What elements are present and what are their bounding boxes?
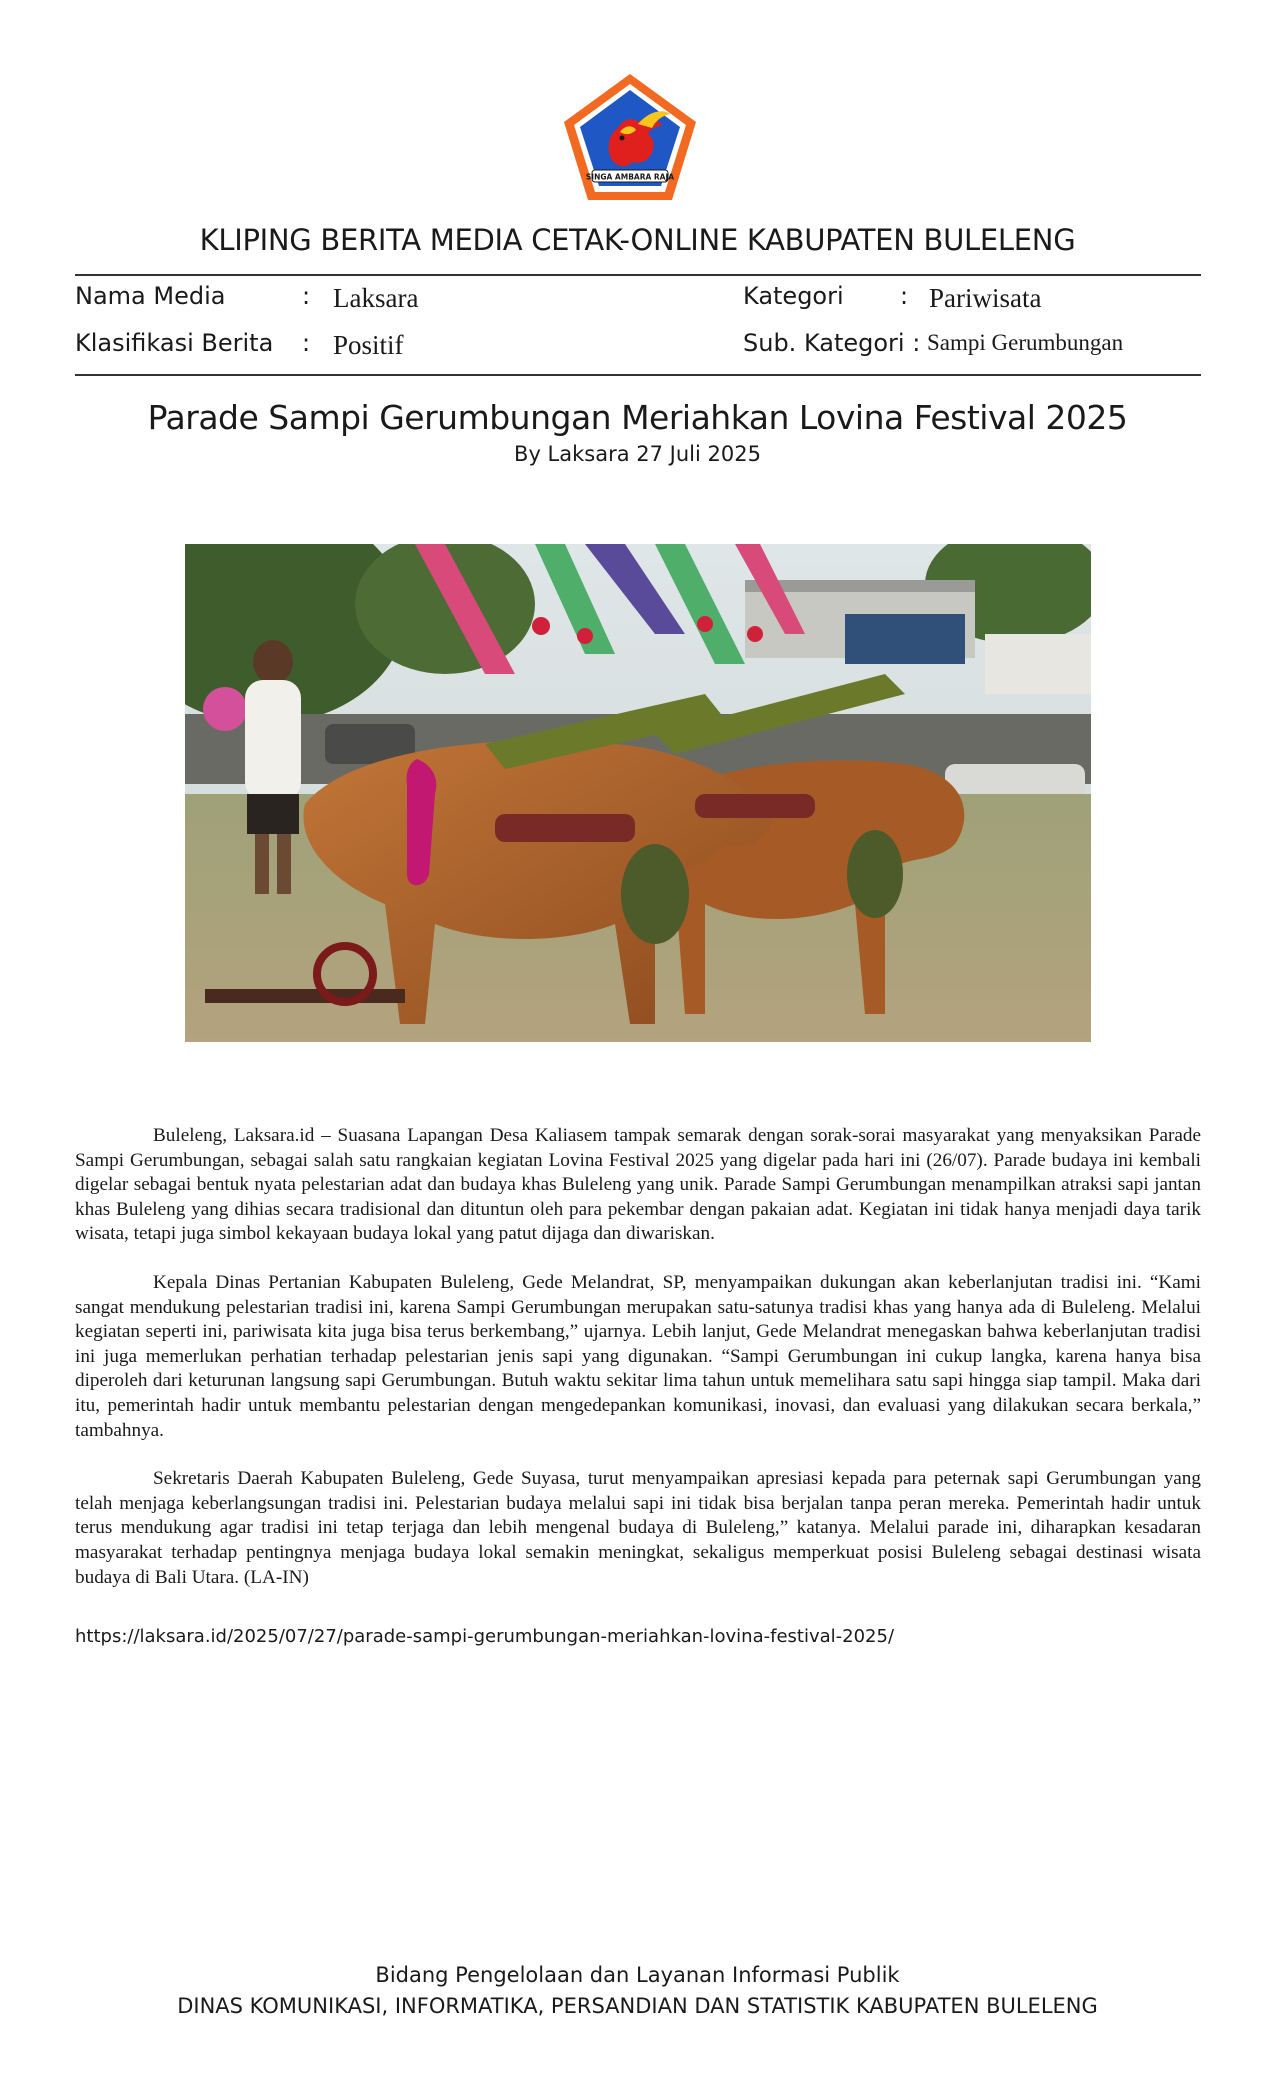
kategori-value: Pariwisata [929,283,1042,313]
sub-kategori-value: Sampi Gerumbungan [927,330,1124,355]
source-url: https://laksara.id/2025/07/27/parade-sampi-gerumbungan-meriahkan-lovina-festival-2025/ [75,1626,895,1647]
footer-agency: DINAS KOMUNIKASI, INFORMATIKA, PERSANDIAN DAN STATISTIK KABUPATEN BULELENG [177,1994,1098,2018]
nama-media-label: Nama Media [75,282,226,310]
klasifikasi-colon: : [302,329,311,357]
kategori-label: Kategori [743,282,844,310]
klasifikasi-berita-value: Positif [333,330,404,360]
header-rule-top [75,274,1201,276]
article-body [75,1124,1201,1614]
kategori-colon: : [900,282,909,310]
document-title: KLIPING BERITA MEDIA CETAK-ONLINE KABUPATEN BULELENG [199,223,1076,257]
sub-kategori-label: Sub. Kategori : [743,329,921,357]
article-paragraph: Sekretaris Daerah Kabupaten Buleleng, Gede Suyasa, turut menyampaikan apresiasi kepada para peternak sapi Gerumbungan yang telah menjaga keberlangsungan tradisi ini. Pelestarian budaya melalui sapi ini tidak bisa berjalan tanpa peran mereka. Pemerintah hadir untuk terus mendukung agar tradisi ini tetap terjaga dan lebih mengenal budaya di Buleleng,” katanya. Melalui parade ini, diharapkan kesadaran masyarakat terhadap pentingnya menjaga budaya lokal semakin meningkat, sekaligus memperkuat posisi Buleleng sebagai destinasi wisata budaya di Bali Utara. (LA-IN) [75,1468,1201,1588]
footer-department: Bidang Pengelolaan dan Layanan Informasi Publik [375,1963,900,1987]
nama-media-value: Laksara [333,283,419,313]
header-rule-bottom [75,374,1201,376]
logo-motto-text: SINGA AMBARA RAJA [585,172,675,182]
article-paragraph: Kepala Dinas Pertanian Kabupaten Buleleng, Gede Melandrat, SP, menyampaikan dukungan akan keberlanjutan tradisi ini. “Kami sangat mendukung pelestarian tradisi ini, karena Sampi Gerumbungan merupakan satu-satunya tradisi khas yang hanya ada di Buleleng. Melalui kegiatan seperti ini, pariwisata kita juga bisa terus berkembang,” ujarnya. Lebih lanjut, Gede Melandrat menegaskan bahwa keberlanjutan tradisi ini juga memerlukan perhatian terhadap pelestarian jenis sapi yang digunakan. “Sampi Gerumbungan ini cukup langka, karena hanya bisa diperoleh dari keturunan langsung sapi Gerumbungan. Butuh waktu sekitar lima tahun untuk memelihara satu sapi hingga siap tampil. Maka dari itu, pemerintah hadir untuk membantu pelestarian dengan mengedepankan komunikasi, inovasi, dan evaluasi yang dilakukan secara berkala,” tambahnya. [75,1271,1201,1441]
article-photo [185,544,1091,1042]
nama-media-colon: : [302,282,311,310]
article-byline: By Laksara 27 Juli 2025 [514,442,761,466]
kabupaten-buleleng-logo [562,72,698,202]
article-headline: Parade Sampi Gerumbungan Meriahkan Lovina Festival 2025 [147,398,1128,437]
article-paragraph: Buleleng, Laksara.id – Suasana Lapangan Desa Kaliasem tampak semarak dengan sorak-sorai masyarakat yang menyaksikan Parade Sampi Gerumbungan, sebagai salah satu rangkaian kegiatan Lovina Festival 2025 yang digelar pada hari ini (26/07). Parade budaya ini kembali digelar sebagai bentuk nyata pelestarian adat dan budaya khas Buleleng yang unik. Parade Sampi Gerumbungan menampilkan atraksi sapi jantan khas Buleleng yang dihias secara tradisional dan dituntun oleh para pekembar dengan pakaian adat. Kegiatan ini tidak hanya menjadi daya tarik wisata, tetapi juga simbol kekayaan budaya lokal yang patut dijaga dan diwariskan. [75,1125,1201,1245]
klasifikasi-berita-label: Klasifikasi Berita [75,329,274,357]
